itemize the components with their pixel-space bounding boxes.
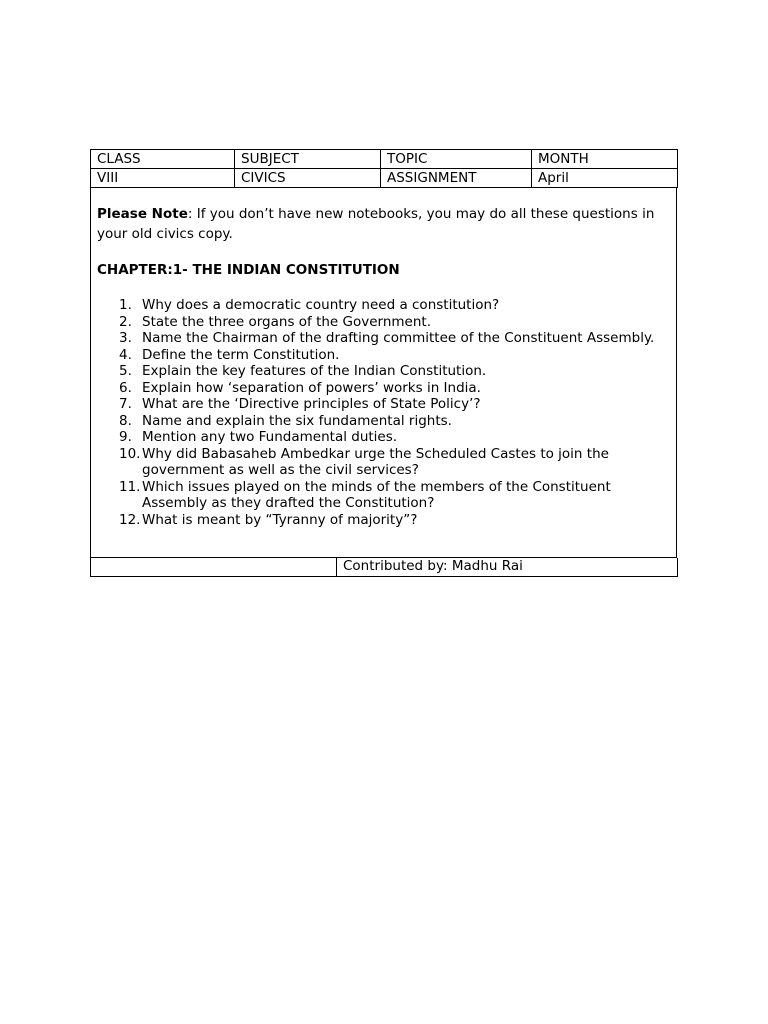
question-text: Name and explain the six fundamental rights. (142, 412, 452, 429)
topic-label: TOPIC (381, 150, 532, 169)
question-item (97, 363, 670, 380)
question-text: Explain how ‘separation of powers’ works in India. (142, 379, 481, 396)
question-number: 6. (119, 379, 132, 396)
question-text: Define the term Constitution. (142, 346, 340, 363)
question-item (97, 347, 670, 364)
question-number: 9. (119, 429, 132, 445)
question-number: 3. (119, 330, 132, 346)
note-text: : If you don’t have new notebooks, you may do all these questions in your old civics copy. (97, 206, 655, 242)
month-value: April (532, 169, 678, 188)
header-label-row (91, 150, 678, 169)
question-number: 10. (119, 445, 141, 462)
question-text: Explain the key features of the Indian Constitution. (142, 363, 487, 379)
question-item (97, 297, 670, 314)
subject-value: CIVICS (235, 169, 381, 188)
question-list (97, 297, 670, 528)
contributor: Contributed by: Madhu Rai (337, 558, 678, 577)
question-item (97, 396, 670, 413)
footer-empty-cell (91, 558, 337, 577)
header-value-row (91, 169, 678, 188)
question-item (97, 429, 670, 446)
month-label: MONTH (532, 150, 678, 169)
assignment-sheet (90, 149, 677, 577)
chapter-title: CHAPTER:1- THE INDIAN CONSTITUTION (97, 262, 400, 278)
question-number: 11. (119, 478, 141, 495)
question-text: What are the ‘Directive principles of State Policy’? (142, 396, 481, 412)
question-text: What is meant by “Tyranny of majority”? (142, 511, 418, 528)
header-table (90, 149, 678, 188)
question-item (97, 446, 670, 479)
question-item (97, 380, 670, 397)
question-text: Which issues played on the minds of the members of the Constituent Assembly as they drafted the Constitution? (142, 478, 611, 511)
question-text: Name the Chairman of the drafting committee of the Constituent Assembly. (142, 330, 655, 346)
note-label: Please Note (97, 206, 188, 222)
question-number: 7. (119, 396, 132, 412)
question-text: State the three organs of the Government. (142, 313, 432, 330)
question-text: Why does a democratic country need a constitution? (142, 297, 500, 313)
question-item (97, 413, 670, 430)
question-number: 5. (119, 363, 132, 379)
topic-value: ASSIGNMENT (381, 169, 532, 188)
question-item (97, 512, 670, 529)
question-text: Mention any two Fundamental duties. (142, 429, 398, 445)
assignment-body (90, 188, 677, 558)
question-item (97, 479, 670, 512)
footer-row (91, 558, 678, 577)
question-text: Why did Babasaheb Ambedkar urge the Scheduled Castes to join the government as well as the civil services? (142, 445, 609, 478)
question-number: 4. (119, 346, 132, 363)
please-note (97, 204, 670, 244)
question-item (97, 314, 670, 331)
question-number: 2. (119, 313, 132, 330)
question-number: 8. (119, 412, 132, 429)
footer-table (90, 558, 678, 577)
class-value: VIII (91, 169, 235, 188)
question-number: 12. (119, 511, 141, 528)
class-label: CLASS (91, 150, 235, 169)
subject-label: SUBJECT (235, 150, 381, 169)
question-item (97, 330, 670, 347)
question-number: 1. (119, 297, 132, 313)
